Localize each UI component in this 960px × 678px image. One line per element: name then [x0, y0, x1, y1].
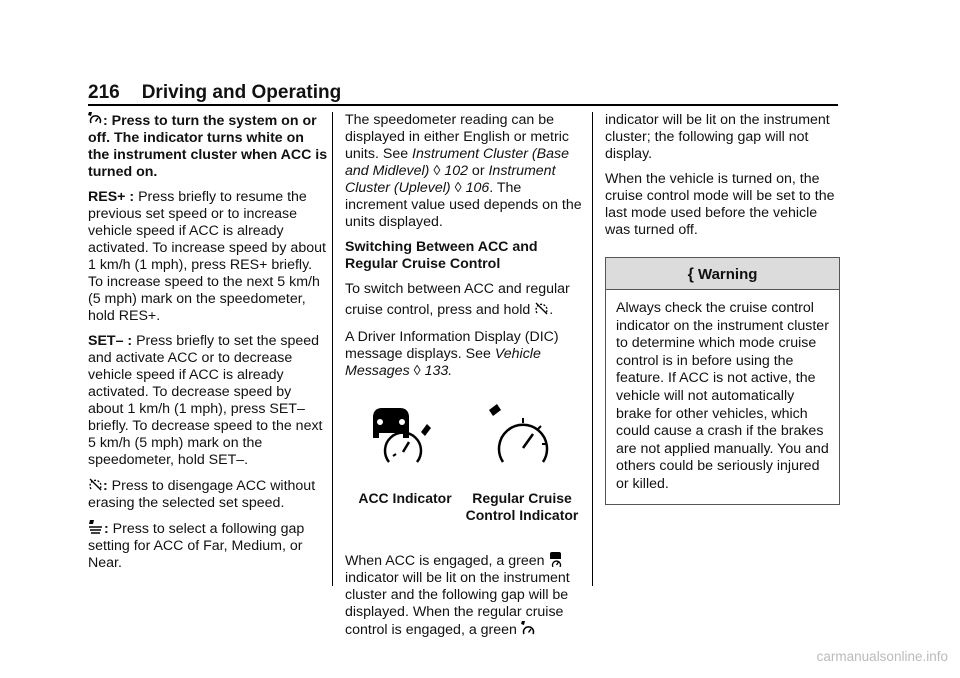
column-2: [345, 112, 585, 647]
vehicle-messages-link[interactable]: Vehicle Messages: [345, 346, 541, 379]
acc-button-paragraph: [88, 112, 328, 181]
res-paragraph: [88, 189, 328, 325]
units-text-end: . The increment value used depends on the units displayed.: [345, 180, 582, 230]
acc-description: : Press to turn the system on or off. The indicator turns white on the instrument cluster when ACC is turned on.: [88, 113, 328, 180]
cruise-caption-line-1: Regular Cruise: [472, 490, 572, 506]
acc-indicator-figure: [365, 404, 435, 473]
column-1: [88, 112, 328, 580]
set-description: Press briefly to set the speed and activate ACC or to decrease vehicle speed if ACC is already activated. To decrease speed by about 1 km/h (1 mph), press SET– briefly. To decrease speed to the next 5 km/h (5 mph) mark on the speedometer, hold SET–.: [88, 333, 323, 468]
following-gap-icon: [88, 520, 104, 535]
or-text: or: [467, 163, 489, 179]
cancel-icon: [534, 301, 549, 316]
cruise-indicator-caption: [463, 490, 581, 524]
cancel-description: Press to disengage ACC without erasing the selected set speed.: [88, 478, 316, 511]
warning-symbol-icon: {: [687, 266, 694, 283]
section-heading: Switching Between ACC and Regular Cruise Control: [345, 239, 538, 272]
acc-small-icon: [549, 552, 563, 567]
page-ref-102[interactable]: 102: [444, 163, 468, 179]
set-label: SET– :: [88, 333, 133, 349]
gap-description: Press to select a following gap setting for ACC of Far, Medium, or Near.: [88, 521, 305, 571]
switch-paragraph: To switch between ACC and regular cruise control, press and hold .: [345, 281, 570, 318]
cruise-indicator-figure: [485, 404, 557, 473]
res-label: RES+ :: [88, 189, 135, 205]
set-paragraph: [88, 333, 328, 469]
warning-title: Warning: [697, 266, 758, 283]
cruise-gauge-icon: [521, 621, 536, 636]
page-header: [88, 82, 341, 104]
instrument-cluster-base-link[interactable]: Instrument Cluster (Base and Midlevel): [345, 146, 569, 179]
cruise-gauge-icon: [88, 112, 103, 127]
cruise-caption-line-2: Control Indicator: [465, 507, 579, 523]
not-display-paragraph: indicator will be lit on the instrument cluster; the following gap will not display.: [605, 112, 830, 162]
watermark: carmanualsonline.info: [816, 649, 948, 664]
page-ref-106[interactable]: 106: [465, 180, 490, 196]
warning-body: Always check the cruise control indicator on the instrument cluster to determine which mode cruise control is in before using the feature. If ACC is not active, the vehicle will not automatically brake for other vehicles, which could cause a crash if the brakes are not applied manually. You and others could be seriously injured or killed.: [616, 300, 829, 492]
ref-arrow: ◊: [454, 180, 462, 196]
column-divider-1: [332, 112, 333, 586]
acc-car-gauge-icon: [365, 404, 435, 468]
cancel-icon: [88, 477, 103, 492]
res-description: Press briefly to resume the previous set speed or to increase vehicle speed if ACC is already activated. To increase speed by about 1 km/h (1 mph), press RES+ briefly. To increase speed to the next 5 km/h (5 mph) mark on the speedometer, hold RES+.: [88, 189, 326, 324]
units-paragraph: [345, 112, 585, 231]
ref-arrow: ◊: [433, 163, 441, 179]
switch-text: To switch between ACC and regular cruise control, press and hold: [345, 281, 570, 318]
column-3: [605, 112, 840, 505]
indicator-figures: [345, 398, 585, 538]
dic-text: A Driver Information Display (DIC) message displays. See: [345, 329, 559, 362]
engaged-text-b: indicator will be lit on the instrument cluster and the following gap will be displayed. When the regular cruise control is engaged, a green: [345, 570, 570, 638]
engaged-text-a: When ACC is engaged, a green: [345, 553, 545, 569]
header-rule: [88, 104, 838, 106]
cruise-gauge-icon: [485, 404, 557, 468]
gap-colon: :: [104, 521, 109, 537]
page-ref-133[interactable]: 133: [424, 363, 449, 379]
acc-indicator-caption: ACC Indicator: [358, 490, 452, 506]
instrument-cluster-uplevel-link[interactable]: Instrument Cluster (Uplevel): [345, 163, 556, 196]
column-divider-2: [592, 112, 593, 586]
page-number: 216: [88, 82, 120, 103]
engaged-paragraph: [345, 552, 585, 639]
warning-header: [606, 258, 839, 290]
units-text: The speedometer reading can be displayed in either English or metric units. See: [345, 112, 569, 162]
cancel-colon: :: [103, 478, 108, 494]
cancel-paragraph: [88, 477, 328, 512]
gap-paragraph: [88, 520, 328, 572]
dic-paragraph: A Driver Information Display (DIC) message displays. See Vehicle Messages ◊ 133.: [345, 329, 559, 379]
section-title: Driving and Operating: [141, 82, 342, 103]
warning-box: [605, 257, 840, 505]
ref-arrow: ◊: [413, 363, 421, 379]
last-mode-paragraph: When the vehicle is turned on, the cruise control mode will be set to the last mode used before the vehicle was turned off.: [605, 171, 835, 238]
